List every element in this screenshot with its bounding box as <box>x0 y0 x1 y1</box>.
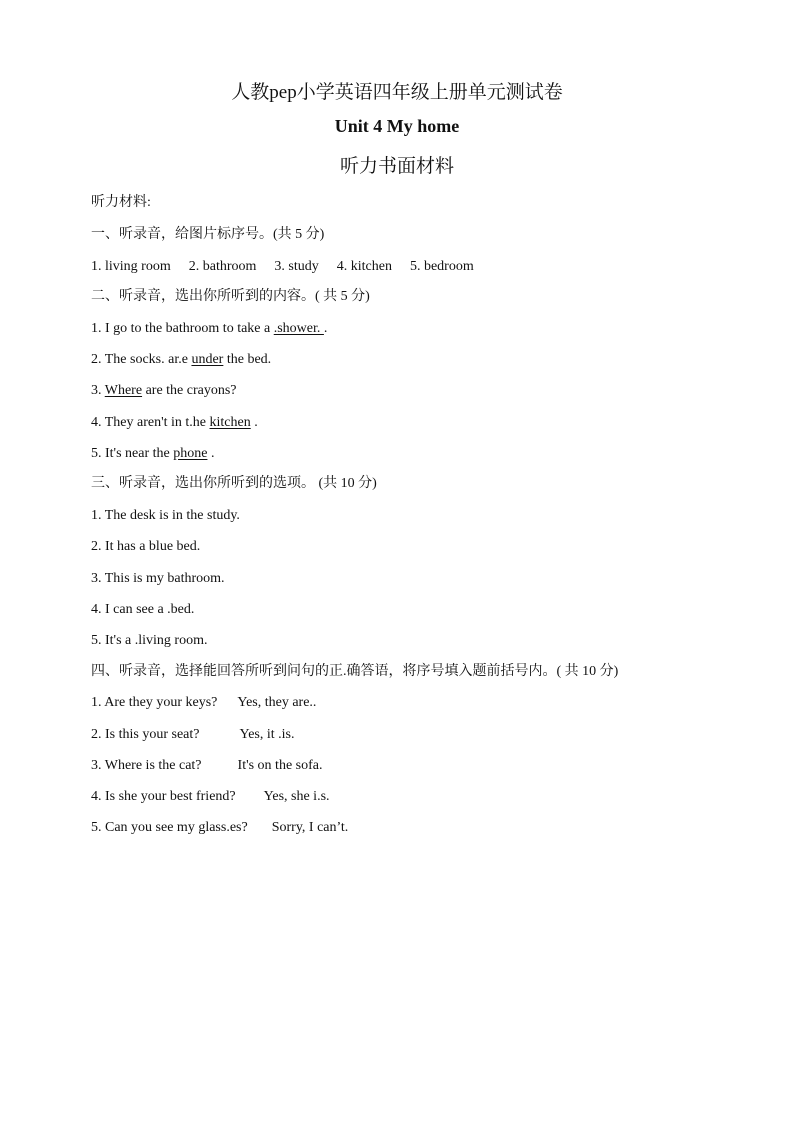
list-item: 4. kitchen <box>336 259 392 274</box>
answer-text: Yes, they are.. <box>237 695 317 710</box>
answer-text: It's on the sofa. <box>237 758 323 773</box>
answer-underlined: kitchen <box>209 415 251 430</box>
section-2-question-2 <box>91 350 271 370</box>
section-1-items <box>91 257 474 277</box>
list-item: 3. study <box>274 259 319 274</box>
list-item: 5. bedroom <box>409 259 474 274</box>
question-text: 1. I go to the bathroom to take a <box>91 321 274 336</box>
question-text: the bed. <box>223 352 272 367</box>
question-text: 3. <box>91 383 105 398</box>
question-text: are the crayons? <box>142 383 237 398</box>
list-item: 1. living room <box>91 259 171 274</box>
answer-underlined: Where <box>104 383 143 398</box>
section-1-heading: 一、听录音，给图片标序号。(共 5 分) <box>91 227 325 242</box>
section-4-item <box>91 693 316 713</box>
section-2-question-3 <box>91 381 237 401</box>
section-2-question-1 <box>91 319 327 339</box>
unit-title: Unit 4 My home <box>334 116 460 136</box>
question-text: 5. It's near the <box>91 446 174 461</box>
question-text: 2. Is this your seat? <box>91 727 200 742</box>
document-title: 人教pep小学英语四年级上册单元测试卷 <box>231 82 563 103</box>
question-text: 1. Are they your keys? <box>91 695 218 710</box>
section-3-item: 2. It has a blue bed. <box>91 539 201 554</box>
question-text: 5. Can you see my glass.es? <box>91 820 248 835</box>
section-2-question-4 <box>91 413 258 433</box>
answer-underlined: phone <box>173 446 208 461</box>
question-text: . <box>323 321 328 336</box>
section-4-item <box>91 787 330 807</box>
answer-text: Yes, she i.s. <box>263 789 330 804</box>
section-3-item: 5. It's a .living room. <box>91 633 208 648</box>
answer-underlined: under <box>191 352 224 367</box>
section-3-item: 4. I can see a .bed. <box>91 602 195 617</box>
section-3-item: 1. The desk is in the study. <box>91 508 240 523</box>
section-2-heading: 二、听录音，选出你所听到的内容。( 共 5 分) <box>91 289 370 304</box>
section-2-question-5 <box>91 444 214 464</box>
question-text: . <box>207 446 215 461</box>
section-3-item: 3. This is my bathroom. <box>91 571 225 586</box>
answer-text: Sorry, I can’t. <box>271 820 349 835</box>
section-4-item <box>91 818 348 838</box>
question-text: 3. Where is the cat? <box>91 758 202 773</box>
question-text: 4. Is she your best friend? <box>91 789 236 804</box>
question-text: . <box>250 415 258 430</box>
answer-text: Yes, it .is. <box>239 727 295 742</box>
section-4-heading: 四、听录音，选择能回答所听到问句的正.确答语，将序号填入题前括号内。( 共 10 分) <box>91 664 619 679</box>
section-4-item <box>91 756 322 776</box>
section-3-heading: 三、听录音，选出你所听到的选项。 (共 10 分) <box>91 476 377 491</box>
question-text: 4. They aren't in t.he <box>91 415 210 430</box>
document-subtitle: 听力书面材料 <box>339 156 454 177</box>
intro-label: 听力材料: <box>91 195 151 210</box>
list-item: 2. bathroom <box>188 259 257 274</box>
question-text: 2. The socks. ar.e <box>91 352 192 367</box>
answer-underlined: .shower. <box>273 321 324 336</box>
section-4-item <box>91 725 294 745</box>
